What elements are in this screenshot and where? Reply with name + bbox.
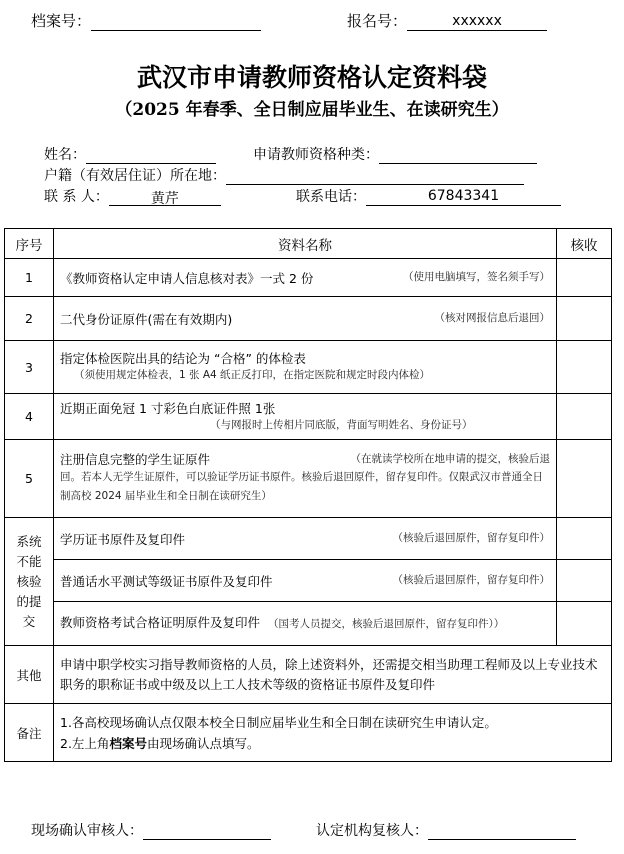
remark-line-2 — [60, 733, 605, 754]
material-note: （使用电脑填写，签名须手写） — [403, 270, 550, 283]
reviewer-field — [31, 820, 271, 840]
table-row — [5, 704, 612, 762]
check-cell[interactable] — [557, 259, 612, 297]
check-cell[interactable] — [557, 341, 612, 394]
check-cell[interactable] — [557, 440, 612, 518]
material-text: 普通话水平测试等级证书原件及复印件 — [60, 573, 273, 589]
contact-field — [44, 186, 221, 206]
row-number: 5 — [5, 440, 54, 518]
material-text: 近期正面免冠 1 寸彩色白底证件照 1张 — [60, 400, 276, 416]
material-note: （与网报时上传相片同底版，背面写明姓名、身份证号） — [210, 418, 473, 431]
registration-number-field — [347, 10, 547, 31]
checker-label: 认定机构复核人： — [316, 823, 428, 839]
registration-number-label: 报名号： — [347, 12, 408, 30]
material-note: （核验后退回原件，留存复印件） — [392, 573, 550, 586]
header-material-name: 资料名称 — [54, 229, 557, 259]
table-row — [5, 259, 612, 297]
check-cell[interactable] — [557, 394, 612, 440]
material-note: （核验后退回原件，留存复印件） — [392, 531, 550, 544]
document-subtitle: （2025 年春季、全日制应届毕业生、在读研究生） — [115, 100, 509, 120]
table-row — [5, 602, 612, 646]
material-note: （国考人员提交，核验后退回原件，留存复印件）） — [267, 618, 505, 630]
material-item — [54, 341, 557, 394]
phone-label: 联系电话： — [296, 189, 366, 205]
archive-number-field — [31, 10, 261, 31]
archive-number-label: 档案号： — [31, 12, 92, 30]
table-header-row — [5, 229, 612, 259]
material-item — [54, 560, 557, 602]
material-item — [54, 297, 557, 341]
check-cell[interactable] — [557, 297, 612, 341]
header-check: 核收 — [557, 229, 612, 259]
checker-field — [316, 820, 576, 840]
material-note-continued: 回。若本人无学生证原件，可以验证学历证书原件。核验后退回原件，留存复印件。仅限武汉市普通全日制高校 2024 届毕业生和全日制在读研究生） — [60, 471, 543, 502]
material-text: 学历证书原件及复印件 — [60, 531, 186, 547]
qualification-type-field — [253, 144, 537, 164]
table-row — [5, 646, 612, 704]
remark-line-2-suffix: 由现场确认点填写。 — [146, 735, 260, 751]
remark-label: 备注 — [5, 704, 54, 762]
material-note: （核对网报信息后退回） — [434, 311, 550, 324]
phone-field — [296, 186, 561, 206]
name-field — [44, 144, 216, 164]
qualification-type-value[interactable] — [379, 146, 537, 164]
header-number: 序号 — [5, 229, 54, 259]
other-text: 申请中职学校实习指导教师资格的人员，除上述资料外，还需提交相当助理工程师及以上专业技术职务的职称证书或中级及以上工人技术等级的资格证书原件及复印件 — [54, 646, 612, 704]
material-text: 注册信息完整的学生证原件 — [60, 452, 211, 467]
material-item — [54, 394, 557, 440]
material-text: 《教师资格认定申请人信息核对表》一式 2 份 — [60, 270, 314, 286]
remark-line-2-bold: 档案号 — [109, 735, 147, 751]
address-value[interactable] — [226, 167, 524, 185]
check-cell[interactable] — [557, 518, 612, 560]
name-label: 姓名： — [44, 147, 86, 163]
remark-line-2-prefix: 2.左上角 — [60, 735, 110, 751]
reviewer-value[interactable] — [143, 822, 271, 840]
other-label: 其他 — [5, 646, 54, 704]
table-row — [5, 440, 612, 518]
name-value[interactable] — [86, 146, 216, 164]
remark-line-1: 1.各高校现场确认点仅限本校全日制应届毕业生和全日制在读研究生申请认定。 — [60, 714, 497, 730]
contact-label: 联 系 人： — [44, 189, 109, 205]
reviewer-label: 现场确认审核人： — [31, 823, 143, 839]
address-label: 户籍（有效居住证）所在地： — [44, 168, 226, 184]
checker-value[interactable] — [428, 822, 576, 840]
phone-value[interactable]: 67843341 — [366, 188, 561, 206]
material-item — [54, 518, 557, 560]
table-row — [5, 560, 612, 602]
material-text: 二代身份证原件(需在有效期内) — [60, 311, 233, 327]
material-note: （在就读学校所在地申请的提交，核验后退 — [350, 453, 550, 465]
row-number: 4 — [5, 394, 54, 440]
materials-table — [4, 228, 612, 762]
material-item — [54, 440, 557, 518]
material-item — [54, 259, 557, 297]
document-title: 武汉市申请教师资格认定资料袋 — [136, 63, 487, 92]
contact-value[interactable]: 黄芹 — [109, 188, 221, 206]
material-text: 指定体检医院出具的结论为 “合格” 的体检表 — [60, 351, 306, 366]
table-row — [5, 394, 612, 440]
table-row — [5, 297, 612, 341]
table-row — [5, 518, 612, 560]
registration-number-value[interactable]: xxxxxx — [407, 13, 547, 31]
table-row — [5, 341, 612, 394]
group-label: 系统不能核验的提交 — [5, 518, 54, 646]
archive-number-value[interactable] — [91, 13, 261, 31]
material-text: 教师资格考试合格证明原件及复印件 — [60, 615, 261, 630]
row-number: 2 — [5, 297, 54, 341]
row-number: 3 — [5, 341, 54, 394]
row-number: 1 — [5, 259, 54, 297]
remark-text — [54, 704, 612, 762]
material-item — [54, 602, 557, 646]
check-cell[interactable] — [557, 560, 612, 602]
qualification-type-label: 申请教师资格种类： — [253, 147, 379, 163]
material-note: （须使用规定体检表，1 张 A4 纸正反打印，在指定医院和规定时段内体检） — [74, 369, 431, 381]
address-field — [44, 165, 524, 185]
check-cell[interactable] — [557, 602, 612, 646]
